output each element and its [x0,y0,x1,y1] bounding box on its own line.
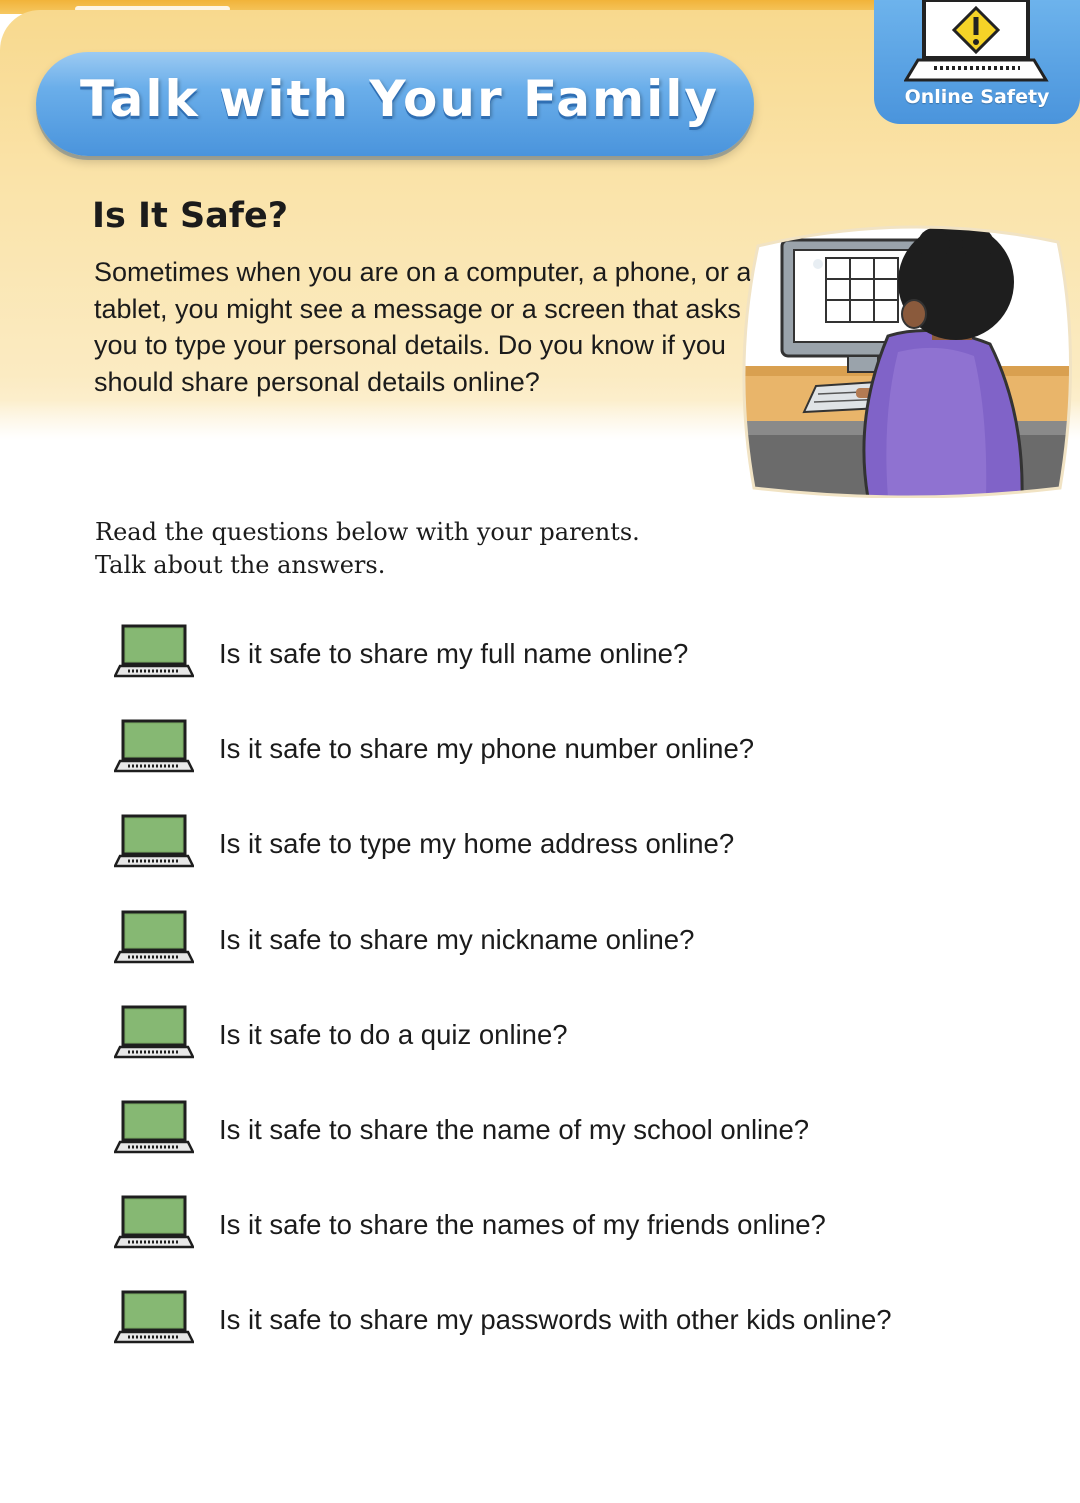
instructions-line-2: Talk about the answers. [95,551,386,579]
question-item [110,812,1070,907]
question-item [110,1003,1070,1098]
question-text: Is it safe to do a quiz online? [219,1018,568,1050]
badge-label: Online Safety [904,86,1050,108]
laptop-icon [114,624,194,680]
question-text: Is it safe to share my full name online? [219,638,689,669]
laptop-icon [114,1195,194,1251]
page-title: Talk with Your Family [80,70,719,128]
question-item [110,1193,1070,1288]
question-text: Is it safe to share the name of my school online? [219,1113,810,1145]
question-text: Is it safe to share the names of my friends online? [219,1209,826,1241]
question-item [110,908,1070,1003]
laptop-icon [114,1100,194,1156]
question-item [110,622,1070,717]
instructions-line-1: Read the questions below with your parents. [95,518,640,546]
laptop-icon [114,814,194,870]
question-text: Is it safe to share my passwords with other kids online? [219,1304,892,1336]
question-text: Is it safe to share my phone number online? [219,733,755,765]
laptop-icon [114,719,194,775]
question-item [110,1288,1070,1383]
online-safety-badge [874,0,1080,124]
question-text: Is it safe to type my home address online? [219,828,735,860]
child-at-computer-illustration [738,216,1078,498]
intro-paragraph: Sometimes when you are on a computer, a phone, or a tablet, you might see a message or a screen that asks you to type your personal details. Do you know if you should share personal details online? [94,257,752,397]
instructions [95,516,640,582]
question-list [110,622,1070,1384]
laptop-icon [114,910,194,966]
laptop-warning-icon [904,0,1050,86]
laptop-icon [114,1290,194,1346]
question-item [110,717,1070,812]
section-heading: Is It Safe? [92,196,289,236]
laptop-icon [114,1005,194,1061]
question-text: Is it safe to share my nickname online? [219,923,695,955]
question-item [110,1098,1070,1193]
